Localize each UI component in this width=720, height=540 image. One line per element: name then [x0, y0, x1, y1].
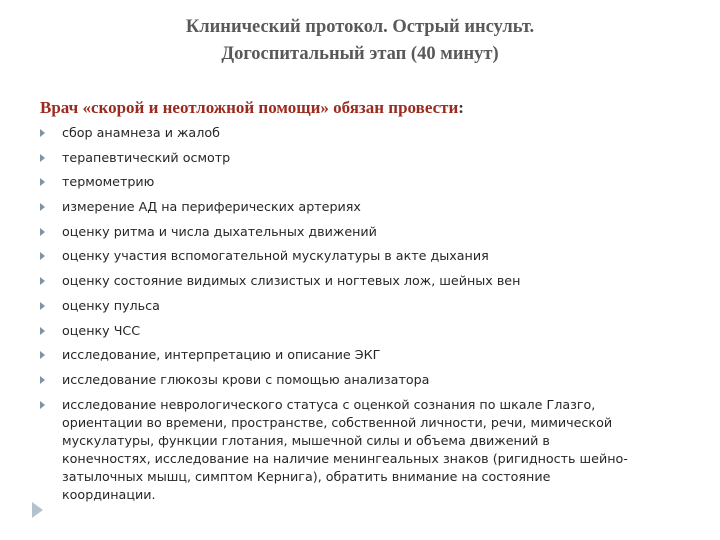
- triangle-bullet-icon: [40, 302, 45, 310]
- triangle-bullet-icon: [40, 351, 45, 359]
- triangle-bullet-icon: [40, 277, 45, 285]
- duty-list: [40, 124, 628, 510]
- list-item: исследование, интерпретацию и описание ЭКГ: [40, 346, 628, 364]
- triangle-bullet-icon: [40, 327, 45, 335]
- triangle-bullet-icon: [40, 252, 45, 260]
- list-item: терапевтический осмотр: [40, 149, 628, 167]
- heading-text: Врач «скорой и неотложной помощи» обязан провести: [40, 98, 459, 117]
- list-item: оценку состояние видимых слизистых и ногтевых лож, шейных вен: [40, 272, 628, 290]
- triangle-bullet-icon: [40, 178, 45, 186]
- slide-title: [0, 14, 720, 68]
- list-item: измерение АД на периферических артериях: [40, 198, 628, 216]
- triangle-bullet-icon: [40, 129, 45, 137]
- title-line-2: Догоспитальный этап (40 минут): [221, 44, 499, 64]
- triangle-bullet-icon: [40, 228, 45, 236]
- list-item: оценку участия вспомогательной мускулатуры в акте дыхания: [40, 247, 628, 265]
- triangle-bullet-icon: [40, 203, 45, 211]
- list-item: термометрию: [40, 173, 628, 191]
- list-item: исследование глюкозы крови с помощью анализатора: [40, 371, 628, 389]
- title-line-1: Клинический протокол. Острый инсульт.: [185, 17, 535, 37]
- list-item: оценку ритма и числа дыхательных движений: [40, 223, 628, 241]
- list-item: оценку ЧСС: [40, 322, 628, 340]
- triangle-bullet-icon: [40, 154, 45, 162]
- triangle-bullet-icon: [40, 376, 45, 384]
- list-item-neuro-status: исследование неврологического статуса с оценкой сознания по шкале Глазго, ориентации во времени, пространстве, собственной личности, речи, мимической мускулатуры, функции глотания, мышечной силы и объема движений в конечностях, исследование на наличие менингеальных знаков (ригидность шейно- затылочных мышц, симптом Кернига), обратить внимание на состояние координации.: [40, 396, 628, 504]
- heading-colon: :: [458, 98, 464, 117]
- corner-arrow-icon: [32, 502, 43, 518]
- section-heading: [40, 97, 464, 119]
- triangle-bullet-icon: [40, 401, 45, 409]
- list-item: сбор анамнеза и жалоб: [40, 124, 628, 142]
- list-item: оценку пульса: [40, 297, 628, 315]
